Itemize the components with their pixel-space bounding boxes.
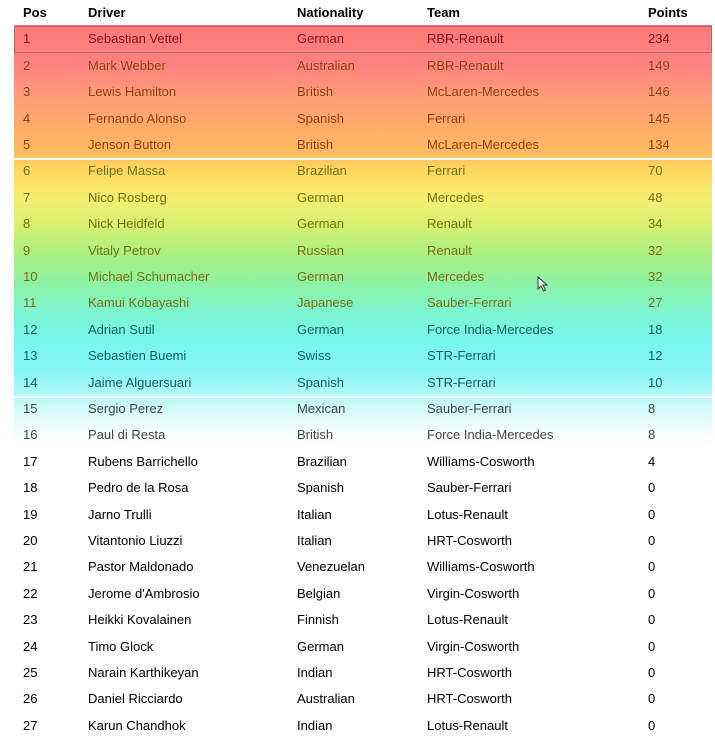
pos-cell: 18	[23, 480, 38, 496]
team-cell: Ferrari	[427, 163, 466, 179]
nationality-cell: Spanish	[297, 480, 344, 496]
points-cell: 18	[648, 321, 663, 337]
table-row[interactable]	[0, 554, 715, 580]
driver-cell: Pastor Maldonado	[88, 559, 194, 575]
nationality-cell: Mexican	[297, 401, 346, 416]
team-cell: RBR-Renault	[427, 57, 504, 73]
nationality-cell: Venezuelan	[297, 559, 365, 575]
table-row[interactable]	[0, 581, 715, 607]
table-row[interactable]	[0, 686, 715, 712]
driver-cell: Jarno Trulli	[88, 506, 152, 522]
nationality-cell: German	[297, 216, 344, 232]
table-row[interactable]	[0, 475, 715, 501]
pos-cell: 10	[23, 269, 38, 284]
driver-cell: Mark Webber	[88, 57, 166, 73]
team-cell: McLaren-Mercedes	[427, 84, 539, 100]
table-row[interactable]	[0, 528, 715, 554]
driver-cell: Rubens Barrichello	[88, 453, 198, 469]
team-cell: Force India-Mercedes	[427, 427, 554, 443]
driver-cell: Jerome d'Ambrosio	[88, 585, 200, 601]
team-cell: Force India-Mercedes	[427, 321, 554, 337]
nationality-cell: Brazilian	[297, 453, 347, 469]
table-row[interactable]	[0, 370, 715, 396]
driver-cell: Timo Glock	[88, 638, 154, 654]
nationality-cell: British	[297, 137, 334, 152]
nationality-cell: Brazilian	[297, 163, 347, 179]
driver-cell: Sergio Perez	[88, 401, 164, 416]
pos-cell: 1	[23, 31, 31, 47]
nationality-cell: German	[297, 31, 344, 47]
driver-cell: Sebastien Buemi	[88, 348, 187, 364]
header-pos[interactable]: Pos	[23, 5, 47, 20]
driver-cell: Lewis Hamilton	[88, 84, 177, 100]
points-cell: 48	[648, 189, 663, 205]
pos-cell: 20	[23, 533, 38, 548]
table-row[interactable]	[0, 79, 715, 105]
team-cell: Sauber-Ferrari	[427, 295, 512, 311]
team-cell: STR-Ferrari	[427, 374, 496, 390]
pos-cell: 3	[23, 84, 31, 100]
pos-cell: 12	[23, 321, 38, 337]
nationality-cell: British	[297, 84, 334, 100]
table-row[interactable]	[0, 634, 715, 660]
driver-cell: Nico Rosberg	[88, 189, 167, 205]
team-cell: Virgin-Cosworth	[427, 585, 520, 601]
nationality-cell: Italian	[297, 506, 332, 522]
table-row[interactable]	[0, 264, 715, 290]
nationality-cell: Indian	[297, 665, 333, 680]
points-cell: 34	[648, 216, 663, 232]
points-cell: 0	[648, 559, 656, 575]
team-cell: Sauber-Ferrari	[427, 480, 512, 496]
pos-cell: 6	[23, 163, 31, 179]
table-row[interactable]	[0, 660, 715, 686]
team-cell: Lotus-Renault	[427, 612, 508, 628]
pos-cell: 5	[23, 137, 31, 152]
driver-cell: Heikki Kovalainen	[88, 612, 192, 628]
table-header	[0, 0, 715, 26]
pos-cell: 26	[23, 691, 38, 707]
pos-cell: 13	[23, 348, 38, 364]
team-cell: Virgin-Cosworth	[427, 638, 520, 654]
points-cell: 234	[648, 31, 670, 47]
pos-cell: 16	[23, 427, 38, 443]
table-row[interactable]	[0, 185, 715, 211]
driver-cell: Vitantonio Liuzzi	[88, 533, 183, 548]
nationality-cell: Australian	[297, 691, 355, 707]
table-row[interactable]	[0, 211, 715, 237]
points-cell: 4	[648, 453, 656, 469]
pos-cell: 7	[23, 189, 31, 205]
team-cell: HRT-Cosworth	[427, 691, 513, 707]
team-cell: Lotus-Renault	[427, 717, 508, 733]
header-nationality[interactable]: Nationality	[297, 5, 364, 20]
table-row[interactable]	[0, 396, 715, 422]
pos-cell: 4	[23, 110, 31, 126]
pos-cell: 14	[23, 374, 38, 390]
driver-cell: Michael Schumacher	[88, 269, 210, 284]
driver-cell: Fernando Alonso	[88, 110, 187, 126]
pos-cell: 19	[23, 506, 38, 522]
nationality-cell: Russian	[297, 242, 344, 258]
pos-cell: 24	[23, 638, 38, 654]
points-cell: 134	[648, 137, 670, 152]
points-cell: 8	[648, 427, 656, 443]
points-cell: 0	[648, 612, 656, 628]
pos-cell: 9	[23, 242, 31, 258]
points-cell: 70	[648, 163, 663, 179]
nationality-cell: Indian	[297, 717, 333, 733]
nationality-cell: Spanish	[297, 110, 344, 126]
table-row[interactable]	[0, 290, 715, 316]
points-cell: 145	[648, 110, 670, 126]
team-cell: Lotus-Renault	[427, 506, 508, 522]
points-cell: 149	[648, 57, 670, 73]
header-points[interactable]: Points	[648, 5, 688, 20]
team-cell: RBR-Renault	[427, 31, 504, 47]
nationality-cell: German	[297, 638, 344, 654]
driver-cell: Jaime Alguersuari	[88, 374, 192, 390]
points-cell: 0	[648, 717, 656, 733]
points-cell: 0	[648, 638, 656, 654]
pos-cell: 25	[23, 665, 38, 680]
points-cell: 0	[648, 480, 656, 496]
team-cell: HRT-Cosworth	[427, 533, 513, 548]
nationality-cell: Australian	[297, 57, 355, 73]
points-cell: 12	[648, 348, 663, 364]
pos-cell: 11	[23, 295, 37, 311]
points-cell: 0	[648, 585, 656, 601]
driver-cell: Nick Heidfeld	[88, 216, 165, 232]
table-row[interactable]	[0, 158, 715, 184]
pos-cell: 22	[23, 585, 38, 601]
team-cell: Williams-Cosworth	[427, 453, 535, 469]
nationality-cell: German	[297, 321, 344, 337]
table-row[interactable]	[0, 607, 715, 633]
table-row[interactable]	[0, 53, 715, 79]
nationality-cell: German	[297, 269, 344, 284]
nationality-cell: Italian	[297, 533, 332, 548]
team-cell: STR-Ferrari	[427, 348, 496, 364]
nationality-cell: British	[297, 427, 334, 443]
team-cell: Sauber-Ferrari	[427, 401, 512, 416]
pos-cell: 2	[23, 57, 31, 73]
points-cell: 0	[648, 533, 656, 548]
points-cell: 0	[648, 506, 656, 522]
team-cell: Renault	[427, 216, 472, 232]
driver-cell: Vitaly Petrov	[88, 242, 161, 258]
driver-cell: Narain Karthikeyan	[88, 665, 199, 680]
driver-cell: Karun Chandhok	[88, 717, 186, 733]
table-row[interactable]	[0, 238, 715, 264]
header-team[interactable]: Team	[427, 5, 460, 20]
driver-cell: Jenson Button	[88, 137, 172, 152]
nationality-cell: Belgian	[297, 585, 341, 601]
team-cell: HRT-Cosworth	[427, 665, 513, 680]
points-cell: 32	[648, 242, 663, 258]
table-row[interactable]	[0, 26, 715, 52]
points-cell: 27	[648, 295, 663, 311]
points-cell: 146	[648, 84, 670, 100]
table-row[interactable]	[0, 713, 715, 739]
team-cell: Ferrari	[427, 110, 466, 126]
team-cell: Mercedes	[427, 189, 485, 205]
team-cell: McLaren-Mercedes	[427, 137, 539, 152]
table-row[interactable]	[0, 343, 715, 369]
driver-cell: Adrian Sutil	[88, 321, 155, 337]
driver-cell: Paul di Resta	[88, 427, 166, 443]
table-row[interactable]	[0, 317, 715, 343]
points-cell: 0	[648, 691, 656, 707]
mouse-pointer-icon	[537, 276, 549, 292]
points-cell: 10	[648, 374, 663, 390]
points-cell: 32	[648, 269, 663, 284]
pos-cell: 21	[23, 559, 38, 575]
pos-cell: 8	[23, 216, 31, 232]
driver-cell: Felipe Massa	[88, 163, 166, 179]
table-row[interactable]	[0, 132, 715, 158]
driver-cell: Sebastian Vettel	[88, 31, 182, 47]
driver-cell: Daniel Ricciardo	[88, 691, 183, 707]
table-row[interactable]	[0, 422, 715, 448]
pos-cell: 17	[23, 453, 38, 469]
driver-cell: Pedro de la Rosa	[88, 480, 189, 496]
nationality-cell: Japanese	[297, 295, 354, 311]
points-cell: 8	[648, 401, 656, 416]
nationality-cell: Spanish	[297, 374, 344, 390]
team-cell: Williams-Cosworth	[427, 559, 535, 575]
pos-cell: 27	[23, 717, 38, 733]
team-cell: Mercedes	[427, 269, 485, 284]
nationality-cell: Swiss	[297, 348, 331, 364]
header-driver[interactable]: Driver	[88, 5, 126, 20]
table-row[interactable]	[0, 449, 715, 475]
team-cell: Renault	[427, 242, 472, 258]
pos-cell: 23	[23, 612, 38, 628]
nationality-cell: German	[297, 189, 344, 205]
nationality-cell: Finnish	[297, 612, 339, 628]
driver-cell: Kamui Kobayashi	[88, 295, 190, 311]
pos-cell: 15	[23, 401, 38, 416]
points-cell: 0	[648, 665, 656, 680]
table-row[interactable]	[0, 106, 715, 132]
table-row[interactable]	[0, 502, 715, 528]
